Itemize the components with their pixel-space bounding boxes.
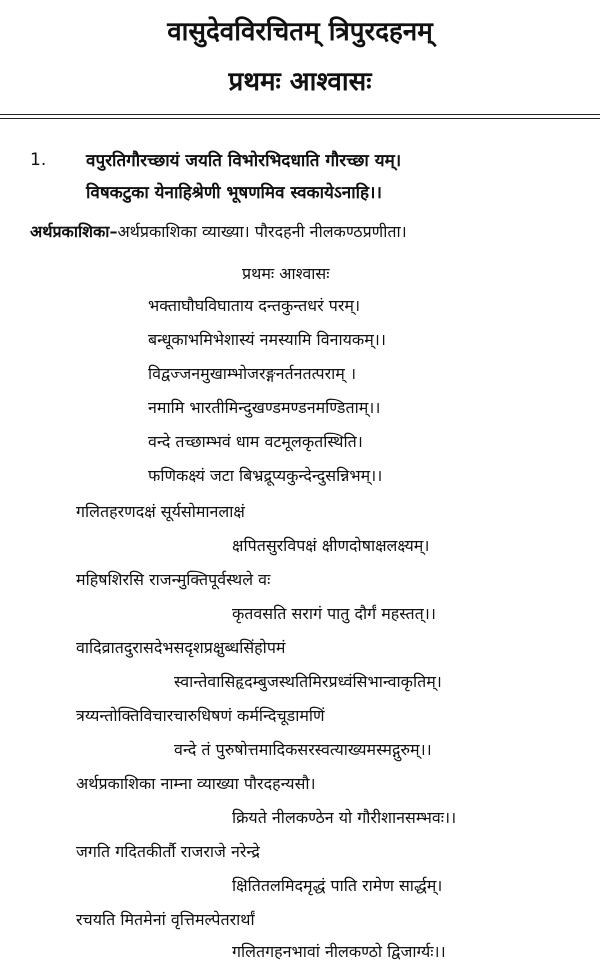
commentary-line: रचयति मितमेनां वृत्तिमल्पेतरार्थां — [76, 910, 255, 929]
divider-top — [0, 114, 600, 115]
commentary-line: जगति गदितकीर्तौ राजराजे नरेन्द्रे — [76, 842, 260, 861]
commentary-line: कृतवसति सरागं पातु दौर्गं महस्तत्।। — [232, 604, 436, 623]
page-title: वासुदेवविरचितम् त्रिपुरदहनम् — [167, 17, 433, 47]
commentary-line: क्षपितसुरविपक्षं क्षीणदोषाक्षलक्ष्यम्। — [232, 536, 430, 555]
commentary-line: फणिकक्ष्यं जटा बिभ्रद्रूप्यकुन्देन्दुसन्निभम्।। — [148, 466, 383, 485]
commentary-heading: प्रथमः आश्वासः — [242, 264, 330, 283]
commentary-line: बन्धूकाभमिभेशास्यं नमस्यामि विनायकम्।। — [148, 330, 386, 349]
commentary-intro: अर्थप्रकाशिका व्याख्या। पौरदहनी नीलकण्ठप्रणीता। — [117, 222, 407, 241]
commentary-line: नमामि भारतीमिन्दुखण्डमण्डनमण्डिताम्।। — [148, 398, 381, 417]
commentary-line: वादिव्रातदुरासदेभसदृशप्रक्षुब्धसिंहोपमं — [76, 638, 286, 657]
commentary-line: महिषशिरसि राजन्मुक्तिपूर्वस्थले वः — [76, 570, 271, 589]
commentary-line: गलितगहनभावां नीलकण्ठो द्विजार्ग्यः।। — [232, 942, 446, 961]
commentary-line: गलितहरणदक्षं सूर्यसोमानलाक्षं — [76, 502, 245, 521]
commentary-line: स्वान्तेवासिहृदम्बुजस्थतिमिरप्रध्वंसिभान्वाकृतिम्। — [174, 672, 442, 691]
commentary-label: अर्थप्रकाशिका– — [30, 222, 118, 241]
commentary-line: भक्ताघौघविघाताय दन्तकुन्तधरं परम्। — [148, 296, 361, 315]
chapter-heading: प्रथमः आश्वासः — [228, 67, 372, 97]
commentary-line: अर्थप्रकाशिका नाम्ना व्याख्या पौरदहन्यसौ। — [76, 774, 316, 793]
commentary-line: त्रय्यन्तोक्तिविचारचारुधिषणं कर्मन्दिचूडामणिं — [76, 706, 325, 725]
divider-bottom — [0, 118, 600, 119]
commentary-intro-line — [30, 220, 407, 242]
commentary-line: क्षितितलमिदमृद्धं पाति रामेण सार्द्धम्। — [232, 876, 443, 895]
commentary-line: विद्वज्जनमुखाम्भोजरङ्गनर्तनतत्पराम् । — [148, 364, 357, 383]
commentary-line: वन्दे तच्छाम्भवं धाम वटमूलकृतस्थिति। — [148, 432, 363, 451]
commentary-line: क्रियते नीलकण्ठेन यो गौरीशानसम्भवः।। — [232, 808, 457, 827]
verse-number: 1. — [30, 150, 47, 170]
verse-line-2: विषकटुका येनाहिश्रेणी भूषणमिव स्वकायेऽनाहि।। — [86, 183, 382, 203]
verse-line-1: वपुरतिगौरच्छायं जयति विभोरभिदधाति गौरच्छा यम्। — [86, 151, 402, 171]
commentary-line: वन्दे तं पुरुषोत्तमादिकसरस्वत्याख्यमस्मद्गुरुम्।। — [174, 740, 432, 759]
